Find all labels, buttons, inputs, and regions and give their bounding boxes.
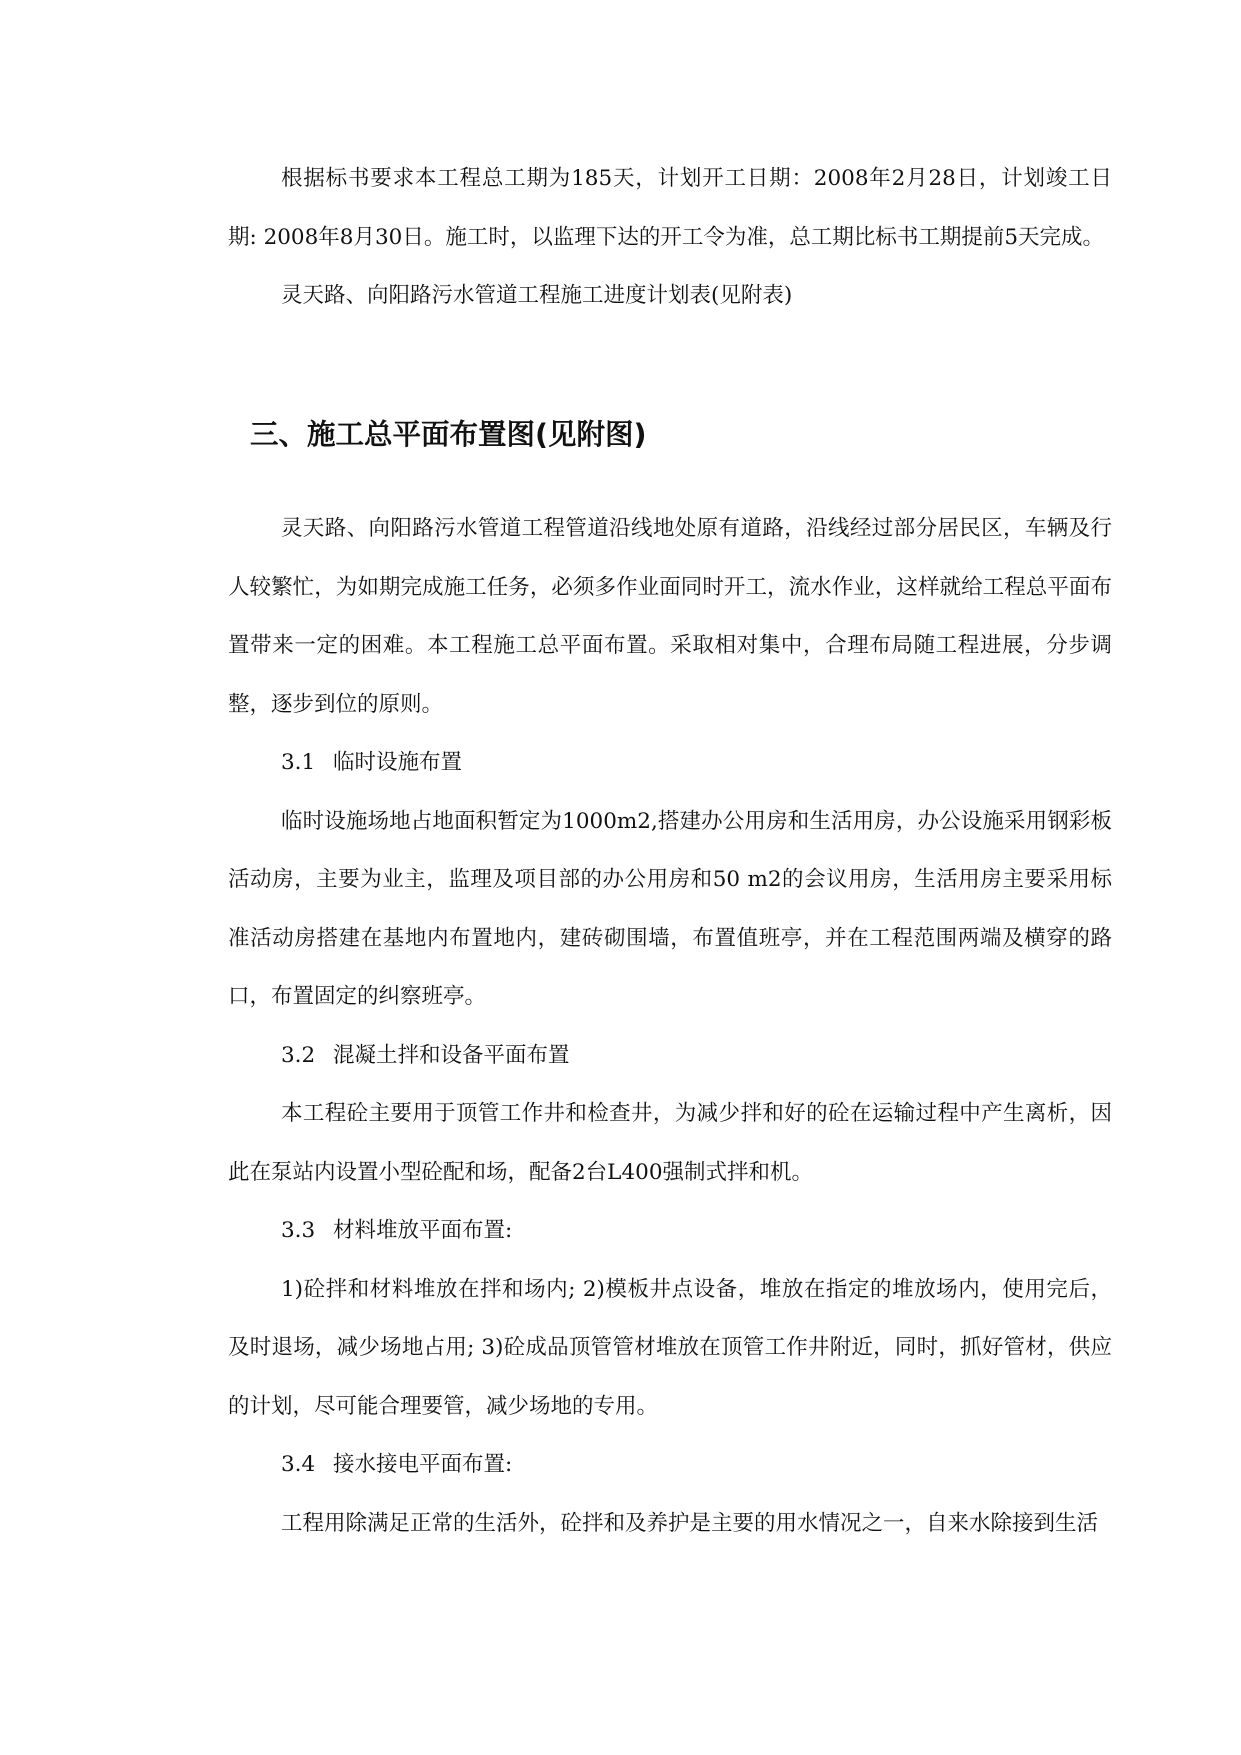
schedule-paragraph: 根据标书要求本工程总工期为185天，计划开工日期：2008年2月28日，计划竣工日期: 2008年8月30日。施工时，以监理下达的开工令为准，总工期比标书工期提前5天完成。: [228, 166, 1112, 250]
subheading-3-4: [228, 1436, 1112, 1495]
subheading-number: 3.4: [281, 1452, 316, 1477]
subheading-number: 3.2: [281, 1042, 316, 1068]
paragraph-3-1: 临时设施场地占地面积暂定为1000m2,搭建办公用房和生活用房，办公设施采用钢彩板活动房，主要为业主，监理及项目部的办公用房和50 m2的会议用房，生活用房主要采用标准活动房搭建在基地内布置地内，建砖砌围墙，布置值班亭，并在工程范围两端及横穿的路口，布置固定的纠察班亭。: [228, 808, 1112, 1009]
section-intro-paragraph: 灵天路、向阳路污水管道工程管道沿线地处原有道路，沿线经过部分居民区，车辆及行人较繁忙，为如期完成施工任务，必须多作业面同时开工，流水作业，这样就给工程总平面布置带来一定的困难。本工程施工总平面布置。采取相对集中，合理布局随工程进展，分步调整，逐步到位的原则。: [228, 516, 1112, 717]
schedule-table-reference: 灵天路、向阳路污水管道工程施工进度计划表(见附表): [281, 283, 793, 308]
subheading-number: 3.1: [281, 750, 316, 775]
subheading-3-2: [228, 1027, 1112, 1086]
subheading-3-3: [228, 1202, 1112, 1261]
subheading-title: 材料堆放平面布置:: [333, 1218, 513, 1243]
intro-block: [228, 150, 1112, 326]
subheading-title: 混凝土拌和设备平面布置: [333, 1042, 570, 1068]
section-3-body: [228, 500, 1112, 1553]
paragraph-3-3: 1)砼拌和材料堆放在拌和场内; 2)模板井点设备，堆放在指定的堆放场内，使用完后，及时退场，减少场地占用; 3)砼成品顶管管材堆放在顶管工作井附近，同时，抓好管材，供应的计划，尽可能合理要管，减少场地的专用。: [228, 1276, 1112, 1419]
paragraph-3-2: 本工程砼主要用于顶管工作井和检查井，为减少拌和好的砼在运输过程中产生离析，因此在泵站内设置小型砼配和场，配备2台L400强制式拌和机。: [228, 1101, 1112, 1185]
subheading-3-1: [228, 734, 1112, 793]
subheading-title: 临时设施布置: [333, 750, 463, 775]
paragraph-3-4: 工程用除满足正常的生活外，砼拌和及养护是主要的用水情况之一，自来水除接到生活: [281, 1510, 1099, 1536]
section-heading: 三、施工总平面布置图(见附图): [250, 418, 647, 451]
subheading-number: 3.3: [281, 1218, 316, 1243]
subheading-title: 接水接电平面布置:: [333, 1452, 513, 1477]
